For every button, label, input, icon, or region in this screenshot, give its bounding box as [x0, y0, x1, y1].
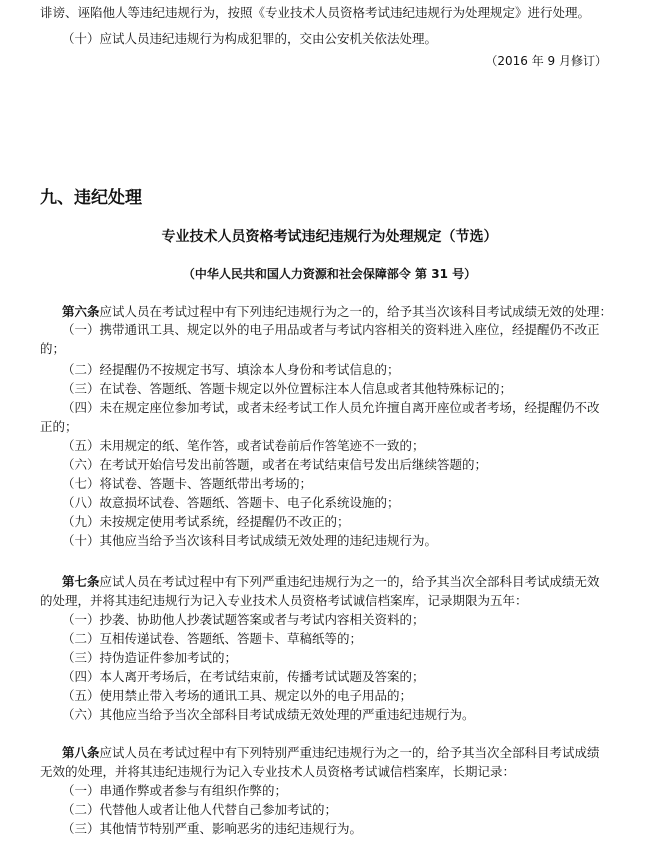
section-heading: 九、违纪处理: [40, 188, 142, 208]
list-item: （一）串通作弊或者参与有组织作弊的；: [62, 783, 288, 798]
list-item: （四）未在规定座位参加考试，或者未经考试工作人员允许擅自离开座位或者考场，经提醒仍不改: [62, 400, 600, 415]
list-item: （三）在试卷、答题纸、答题卡规定以外位置标注本人信息或者其他特殊标记的；: [62, 381, 513, 396]
revision-note: （2016 年 9 月修订）: [485, 54, 607, 68]
list-item: （三）持伪造证件参加考试的；: [62, 650, 238, 665]
list-item: （八）故意损坏试卷、答题纸、答题卡、电子化系统设施的；: [62, 495, 400, 510]
article-text-continuation: 无效的处理，并将其违纪违规行为记入专业技术人员资格考试诚信档案库，长期记录：: [40, 764, 516, 779]
article-lead: 第六条: [62, 304, 100, 319]
article-7-intro: [62, 574, 619, 590]
list-item: （十）其他应当给予当次该科目考试成绩无效处理的违纪违规行为。: [62, 533, 438, 548]
article-8-intro: [62, 745, 619, 761]
document-title: 专业技术人员资格考试违纪违规行为处理规定（节选）: [161, 229, 498, 245]
article-text: 应试人员在考试过程中有下列特别严重违纪违规行为之一的，给予其当次全部科目考试成绩: [99, 745, 600, 760]
article-text-continuation: 的处理，并将其违纪违规行为记入专业技术人员资格考试诚信档案库，记录期限为五年：: [40, 593, 528, 608]
list-item: （九）未按规定使用考试系统，经提醒仍不改正的；: [62, 514, 350, 529]
document-subtitle: （中华人民共和国人力资源和社会保障部令 第 31 号）: [182, 267, 477, 281]
list-item: （一）抄袭、协助他人抄袭试题答案或者与考试内容相关资料的；: [62, 612, 425, 627]
body-text: （十）应试人员违纪违规行为构成犯罪的，交由公安机关依法处理。: [62, 31, 438, 46]
article-text: 应试人员在考试过程中有下列违纪违规行为之一的，给予其当次该科目考试成绩无效的处理：: [99, 304, 613, 319]
list-item: （二）互相传递试卷、答题纸、答题卡、草稿纸等的；: [62, 631, 363, 646]
article-text: 应试人员在考试过程中有下列严重违纪违规行为之一的，给予其当次全部科目考试成绩无效: [99, 574, 600, 589]
list-item: （三）其他情节特别严重、影响恶劣的违纪违规行为。: [62, 821, 363, 836]
list-item-continuation: 正的；: [40, 419, 78, 434]
list-item: （一）携带通讯工具、规定以外的电子用品或者与考试内容相关的资料进入座位，经提醒仍不改正: [62, 322, 600, 337]
article-6-intro: [62, 304, 619, 320]
body-text: 诽谤、诬陷他人等违纪违规行为，按照《专业技术人员资格考试违纪违规行为处理规定》进行处理。: [40, 5, 591, 20]
list-item: （七）将试卷、答题卡、答题纸带出考场的；: [62, 476, 313, 491]
list-item: （五）未用规定的纸、笔作答，或者试卷前后作答笔迹不一致的；: [62, 438, 425, 453]
list-item-continuation: 的；: [40, 341, 66, 356]
list-item: （四）本人离开考场后，在考试结束前，传播考试试题及答案的；: [62, 669, 425, 684]
list-item: （二）代替他人或者让他人代替自己参加考试的；: [62, 802, 338, 817]
article-lead: 第七条: [62, 574, 100, 589]
article-lead: 第八条: [62, 745, 100, 760]
list-item: （二）经提醒仍不按规定书写、填涂本人身份和考试信息的；: [62, 362, 400, 377]
list-item: （六）其他应当给予当次全部科目考试成绩无效处理的严重违纪违规行为。: [62, 707, 475, 722]
list-item: （六）在考试开始信号发出前答题，或者在考试结束信号发出后继续答题的；: [62, 457, 488, 472]
list-item: （五）使用禁止带入考场的通讯工具、规定以外的电子用品的；: [62, 688, 413, 703]
